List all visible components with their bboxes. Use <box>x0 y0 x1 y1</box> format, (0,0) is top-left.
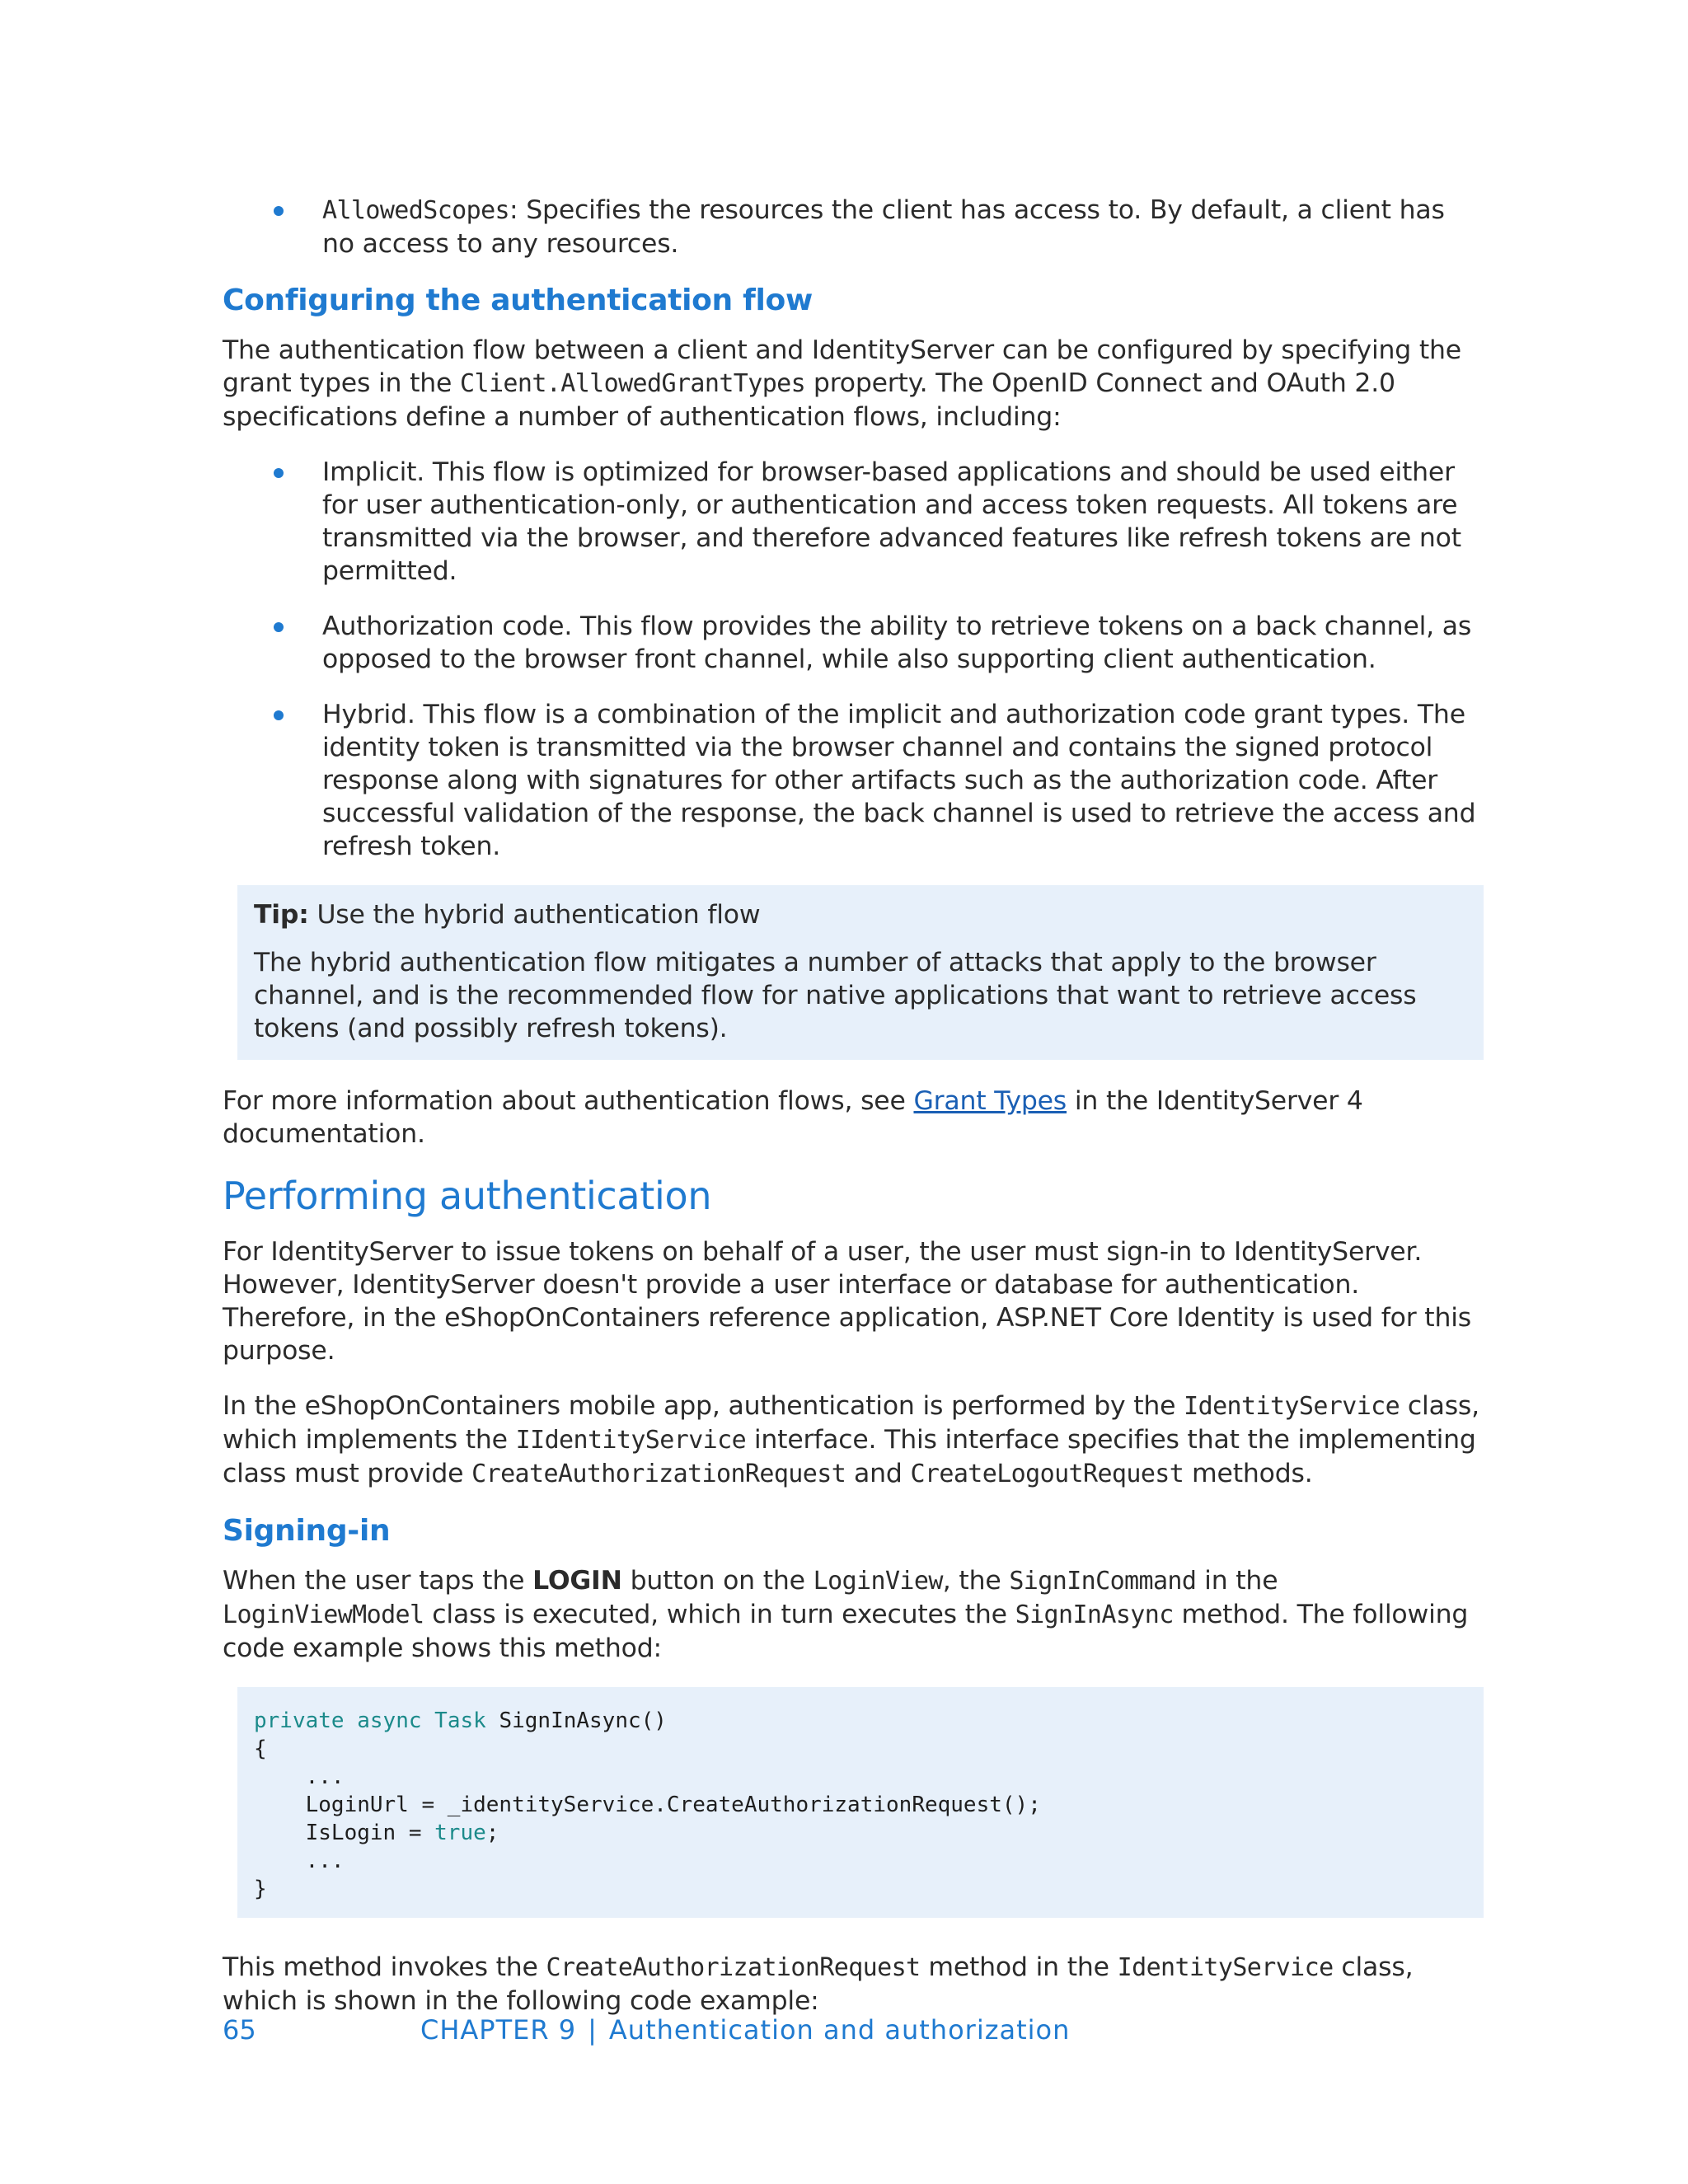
section-heading-auth-flow: Configuring the authentication flow <box>223 284 813 317</box>
bullet-icon <box>274 468 284 478</box>
text: class, which is shown in the following code example: <box>223 1952 1414 2016</box>
text: The authentication flow between a client and IdentityServer can be configured by specifying the grant types in the <box>223 335 1461 398</box>
bold-text: LOGIN <box>532 1566 622 1596</box>
inline-code: SignInAsync <box>1015 1601 1174 1629</box>
text: button on the <box>621 1566 814 1596</box>
inline-code: LoginViewModel <box>223 1601 424 1629</box>
code-block <box>237 1687 1484 1918</box>
inline-code: IdentityService <box>1117 1953 1334 1982</box>
text: in the <box>1196 1566 1278 1596</box>
text: When the user taps the <box>223 1566 533 1596</box>
bullet-icon <box>274 710 284 720</box>
code-line: LoginUrl = _identityService.CreateAuthorizationRequest(); <box>254 1793 1041 1817</box>
list-item <box>223 194 1484 260</box>
text: class is executed, which in turn executes the <box>424 1600 1015 1629</box>
allowed-scopes-list <box>223 194 1484 260</box>
tip-label: Tip: <box>254 900 309 930</box>
signing-in-paragraph <box>223 1564 1484 1665</box>
text: method. The following code example shows this method: <box>223 1600 1469 1663</box>
text: and <box>846 1459 911 1488</box>
chapter-label <box>420 2013 1070 2046</box>
list-item <box>223 610 1484 676</box>
inline-code: CreateAuthorizationRequest <box>471 1460 846 1488</box>
text: property. The OpenID Connect and OAuth 2.0 specifications define a number of authentication flows, including: <box>223 368 1395 432</box>
inline-code: AllowedScopes <box>322 196 509 225</box>
performing-auth-para-2 <box>223 1390 1484 1491</box>
code-keyword: private <box>254 1708 345 1733</box>
code-text: SignInAsync() <box>485 1708 667 1733</box>
list-item <box>223 456 1484 588</box>
document-page <box>223 194 1484 2040</box>
inline-code: CreateAuthorizationRequest <box>546 1953 921 1982</box>
code-keyword: async <box>357 1708 422 1733</box>
code-keyword: true <box>434 1821 486 1845</box>
auth-flow-list <box>223 456 1484 863</box>
text: For more information about authentication flows, see <box>223 1086 914 1116</box>
grant-types-link[interactable]: Grant Types <box>913 1086 1067 1116</box>
text: in the IdentityServer 4 documentation. <box>223 1086 1363 1149</box>
text: In the eShopOnContainers mobile app, authentication is performed by the <box>223 1391 1184 1421</box>
text: This method invokes the <box>223 1952 546 1982</box>
section-heading-signing-in: Signing-in <box>223 1514 391 1548</box>
chapter-title: Authentication and authorization <box>608 2014 1071 2046</box>
code-text: IsLogin = <box>254 1821 435 1845</box>
code-line: { <box>254 1736 267 1761</box>
text: methods. <box>1184 1459 1313 1488</box>
list-item-text: Hybrid. This flow is a combination of the implicit and authorization code grant types. The identity token is transmitted via the browser channel and contains the signed protocol response along with signatures for other artifacts such as the authorization code. After successful validation of the response, the back channel is used to retrieve the access and refresh token. <box>322 700 1476 861</box>
list-item <box>223 698 1484 863</box>
list-item-text: : Specifies the resources the client has access to. By default, a client has no access to any resources. <box>322 195 1445 259</box>
tip-box <box>237 885 1484 1060</box>
text: method in the <box>920 1952 1118 1982</box>
code-line: ... <box>254 1765 345 1789</box>
tip-body: The hybrid authentication flow mitigates a number of attacks that apply to the browser channel, and is the recommended flow for native applications that want to retrieve access tokens (and possibly refresh tokens). <box>254 948 1417 1043</box>
list-item-text: Authorization code. This flow provides the ability to retrieve tokens on a back channel, as opposed to the browser front channel, while also supporting client authentication. <box>322 612 1472 674</box>
section-heading-performing-auth: Performing authentication <box>223 1174 712 1218</box>
code-text: ; <box>485 1821 499 1845</box>
page-number: 65 <box>223 2014 256 2046</box>
inline-code: IIdentityService <box>515 1426 747 1455</box>
tip-title-text: Use the hybrid authentication flow <box>308 900 761 930</box>
list-item-text: Implicit. This flow is optimized for browser-based applications and should be used either for user authentication-only, or authentication and access token requests. All tokens are transmitted via the browser, and therefore advanced features like refresh tokens are not permitted. <box>322 457 1461 586</box>
inline-code: Client.AllowedGrantTypes <box>460 369 806 398</box>
text: interface. This interface specifies that the implementing class must provide <box>223 1425 1476 1488</box>
chapter-number: CHAPTER 9 <box>420 2014 577 2046</box>
text: , the <box>942 1566 1010 1596</box>
code-line: ... <box>254 1849 345 1873</box>
performing-auth-para-1: For IdentityServer to issue tokens on behalf of a user, the user must sign-in to IdentityServer. However, IdentityServer doesn't provide a user interface or database for authentication. Therefore, in the eShopOnContainers reference application, ASP.NET Core Identity is used for this purpose. <box>223 1237 1471 1366</box>
code-explanation-paragraph <box>223 1951 1484 2018</box>
inline-code: IdentityService <box>1184 1392 1400 1421</box>
inline-code: CreateLogoutRequest <box>910 1460 1184 1488</box>
tip-title <box>254 898 1467 931</box>
auth-flow-intro <box>223 334 1484 434</box>
bullet-icon <box>274 622 284 632</box>
code-keyword: Task <box>434 1708 486 1733</box>
code-line: } <box>254 1877 267 1901</box>
bullet-icon <box>274 206 284 216</box>
text: class, which implements the <box>223 1391 1479 1455</box>
inline-code: SignInCommand <box>1009 1567 1197 1596</box>
chapter-separator: | <box>588 2014 598 2046</box>
more-info-paragraph <box>223 1085 1484 1151</box>
inline-code: LoginView <box>813 1567 943 1596</box>
